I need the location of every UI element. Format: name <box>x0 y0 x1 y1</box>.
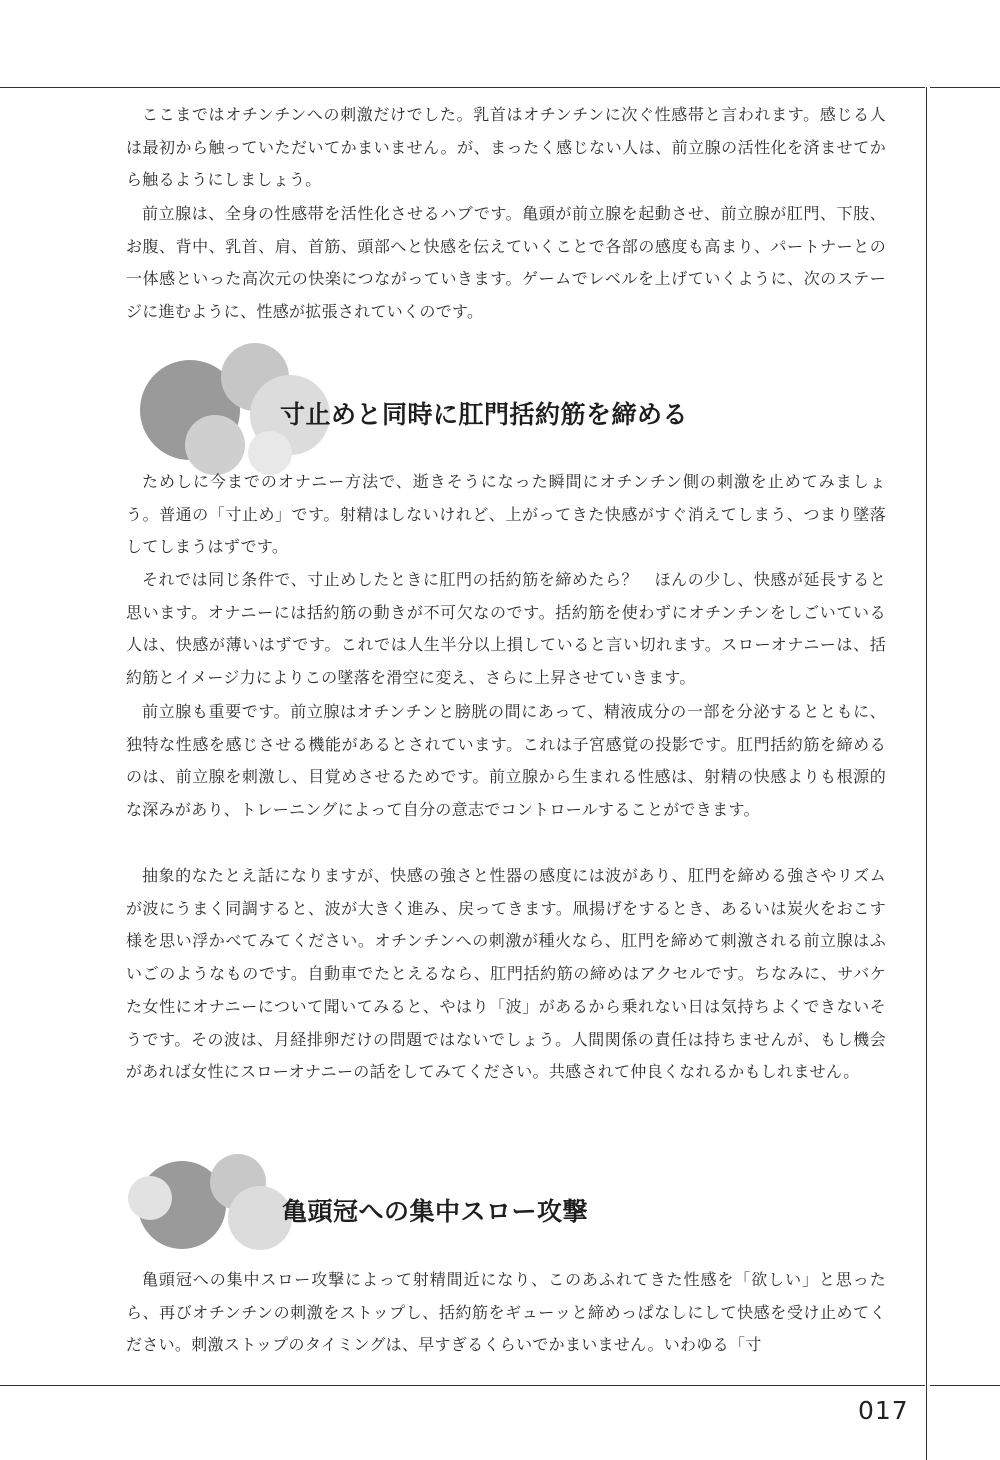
section-1-paragraph-1: ためしに今までのオナニー方法で、逝きそうになった瞬間にオチンチン側の刺激を止めてみましょう。普通の「寸止め」です。射精はしないけれど、上がってきた快感がすぐ消えてしまう、つまり墜落してしまうはずです。 <box>126 472 886 557</box>
margin-rule <box>926 87 927 1460</box>
page-number: 017 <box>858 1396 909 1425</box>
section-1-heading-block <box>120 335 840 485</box>
top-rule-margin <box>930 87 1000 88</box>
section-1-heading: 寸止めと同時に肛門括約筋を締める <box>280 400 689 429</box>
bottom-rule-margin <box>930 1385 1000 1386</box>
bottom-rule <box>0 1385 925 1386</box>
section-2-heading-block <box>120 1150 840 1260</box>
section-2-heading: 亀頭冠への集中スロー攻撃 <box>282 1197 589 1226</box>
section-2-paragraph-1: 亀頭冠への集中スロー攻撃によって射精間近になり、このあふれてきた性感を「欲しい」と思ったら、再びオチンチンの刺激をストップし、括約筋をギューッと締めっぱなしにして快感を受け止めてください。刺激ストップのタイミングは、早すぎるくらいでかまいません。いわゆる「寸 <box>126 1270 886 1355</box>
top-rule <box>0 87 925 88</box>
intro-paragraph-2: 前立腺は、全身の性感帯を活性化させるハブです。亀頭が前立腺を起動させ、前立腺が肛門、下肢、お腹、背中、乳首、肩、首筋、頭部へと快感を伝えていくことで各部の感度も高まり、パートナーとの一体感といった高次元の快楽につながっていきます。ゲームでレベルを上げていくように、次のステージに進むように、性感が拡張されていくのです。 <box>126 204 886 322</box>
section-1-paragraph-3: 前立腺も重要です。前立腺はオチンチンと膀胱の間にあって、精液成分の一部を分泌するとともに、独特な性感を感じさせる機能があるとされています。これは子宮感覚の投影です。肛門括約筋を締めるのは、前立腺を刺激し、目覚めさせるためです。前立腺から生まれる性感は、射精の快感よりも根源的な深みがあり、トレーニングによって自分の意志でコントロールすることができます。 <box>126 702 886 820</box>
section-1-paragraph-2: それでは同じ条件で、寸止めしたときに肛門の括約筋を締めたら？ ほんの少し、快感が延長すると思います。オナニーには括約筋の動きが不可欠なのです。括約筋を使わずにオチンチンをしごいている人は、快感が薄いはずです。これでは人生半分以上損していると言い切れます。スローオナニーは、括約筋とイメージ力によりこの墜落を滑空に変え、さらに上昇させていきます。 <box>126 570 886 688</box>
intro-paragraph-1: ここまではオチンチンへの刺激だけでした。乳首はオチンチンに次ぐ性感帯と言われます。感じる人は最初から触っていただいてかまいません。が、まったく感じない人は、前立腺の活性化を済ませてから触るようにしましょう。 <box>126 105 886 190</box>
section-1-paragraph-4: 抽象的なたとえ話になりますが、快感の強さと性器の感度には波があり、肛門を締める強さやリズムが波にうまく同調すると、波が大きく進み、戻ってきます。凧揚げをするとき、あるいは炭火をおこす様を思い浮かべてみてください。オチンチンへの刺激が種火なら、肛門を締めて刺激される前立腺はふいごのようなものです。自動車でたとえるなら、肛門括約筋の締めはアクセルです。ちなみに、サバケた女性にオナニーについて聞いてみると、やはり「波」があるから乗れない日は気持ちよくできないそうです。その波は、月経排卵だけの問題ではないでしょう。人間関係の責任は持ちませんが、もし機会があれば女性にスローオナニーの話をしてみてください。共感されて仲良くなれるかもしれません。 <box>126 866 886 1082</box>
